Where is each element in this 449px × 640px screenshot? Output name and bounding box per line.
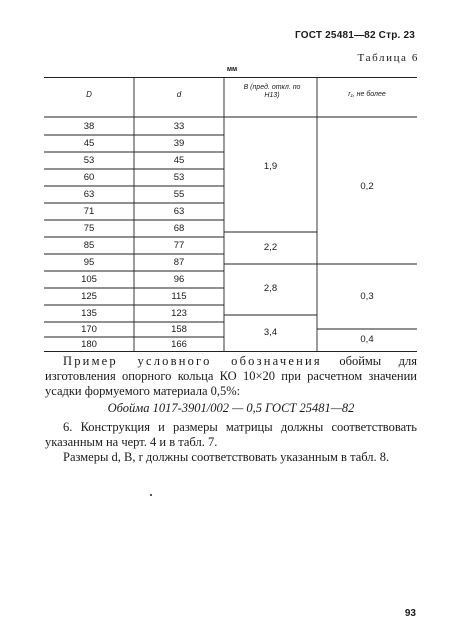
cell-r-group-0: 0,2	[360, 181, 374, 192]
paragraph-dimensions: Размеры d, B, r должны соответствовать указанным в табл. 8.	[63, 450, 390, 464]
cell-D-2: 53	[83, 155, 95, 166]
example-rest: обоймы для изготовления опорного кольца КО 10×20 при расчетном значении усадки формуемого материала 0,5%:	[45, 354, 417, 398]
page-header: ГОСТ 25481—82 Стр. 23	[295, 30, 415, 41]
header-D: D	[86, 90, 92, 99]
table-unit: мм	[226, 66, 238, 73]
cell-D-11: 135	[81, 308, 97, 319]
example-paragraph	[45, 354, 417, 399]
cell-D-4: 63	[83, 189, 95, 200]
cell-d-12: 158	[171, 324, 187, 335]
header-B: B (пред. откл. по H13)	[243, 84, 301, 99]
cell-d-10: 115	[171, 291, 187, 302]
cell-D-1: 45	[83, 138, 95, 149]
cell-d-2: 45	[173, 155, 185, 166]
cell-r-group-1: 0,3	[360, 291, 374, 302]
cell-d-9: 96	[173, 274, 185, 285]
cell-d-11: 123	[171, 308, 187, 319]
cell-d-1: 39	[173, 138, 185, 149]
cell-D-7: 85	[83, 240, 95, 251]
cell-D-13: 180	[81, 339, 97, 350]
cell-d-7: 77	[173, 240, 185, 251]
header-d: d	[176, 90, 182, 99]
cell-D-9: 105	[81, 274, 97, 285]
cell-D-8: 95	[83, 257, 95, 268]
paragraph-6: 6. Конструкция и размеры матрицы должны соответствовать указанным на черт. 4 и в табл. 7.	[45, 420, 417, 449]
cell-D-12: 170	[81, 324, 97, 335]
cell-d-5: 63	[173, 206, 185, 217]
designation-example: Обойма 1017-3901/002 — 0,5 ГОСТ 25481—82	[107, 401, 355, 415]
cell-r-group-2: 0,4	[360, 334, 374, 345]
cell-D-10: 125	[81, 291, 97, 302]
cell-D-0: 38	[83, 121, 95, 132]
cell-D-6: 75	[83, 223, 95, 234]
cell-B-group-0: 1,9	[263, 161, 278, 172]
cell-d-13: 166	[171, 339, 187, 350]
cell-d-3: 53	[173, 172, 185, 183]
page-number: 93	[404, 608, 416, 619]
cell-D-5: 71	[83, 206, 95, 217]
table-caption: Таблица 6	[357, 52, 419, 64]
header-r: r₁, не более	[348, 91, 386, 98]
cell-D-3: 60	[83, 172, 95, 183]
print-speck	[150, 494, 152, 496]
body-text	[45, 354, 417, 465]
cell-d-6: 68	[173, 223, 185, 234]
cell-B-group-3: 3,4	[263, 327, 278, 338]
cell-d-8: 87	[173, 257, 185, 268]
cell-d-0: 33	[173, 121, 185, 132]
cell-B-group-2: 2,8	[263, 283, 278, 294]
cell-d-4: 55	[173, 189, 185, 200]
example-lead: Пример условного обозначения	[63, 354, 322, 368]
cell-B-group-1: 2,2	[263, 242, 278, 253]
dimension-table	[44, 77, 417, 352]
